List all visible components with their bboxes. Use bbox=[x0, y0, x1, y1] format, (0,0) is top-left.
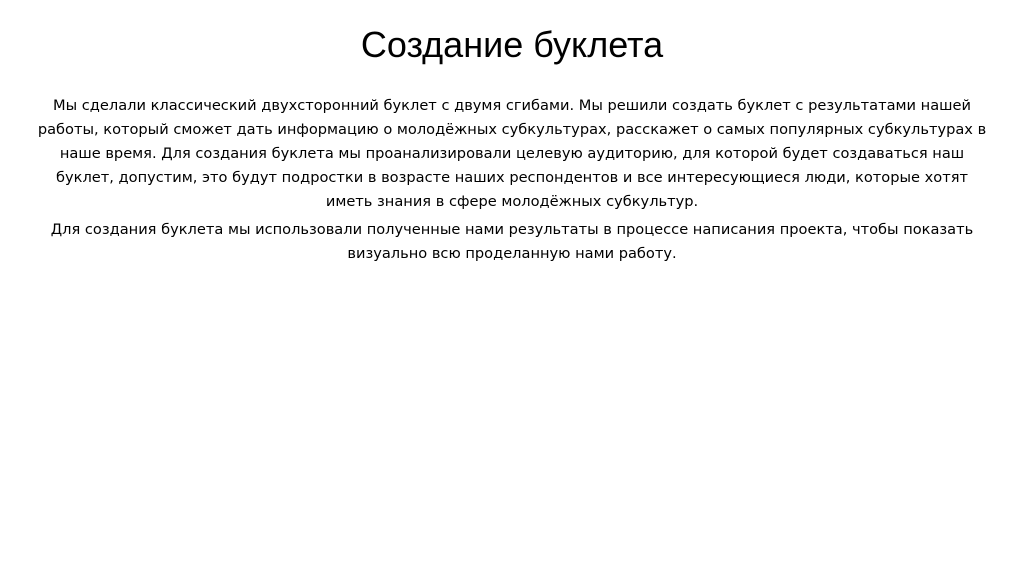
body-paragraph-1: Мы сделали классический двухсторонний буклет с двумя сгибами. Мы решили создать буклет с результатами нашей работы, который сможет дать информацию о молодёжных субкультурах, расскажет о самых популярных субкультурах в наше время. Для создания буклета мы проанализировали целевую аудиторию, для которой будет создаваться наш буклет, допустим, это будут подростки в возрасте наших респондентов и все интересующиеся люди, которые хотят иметь знания в сфере молодёжных субкультур. bbox=[37, 97, 987, 210]
slide-title: Создание буклета bbox=[360, 24, 664, 65]
slide-body bbox=[36, 94, 988, 270]
body-paragraph-2: Для создания буклета мы использовали полученные нами результаты в процессе написания проекта, чтобы показать визуально всю проделанную нами работу. bbox=[50, 221, 974, 262]
